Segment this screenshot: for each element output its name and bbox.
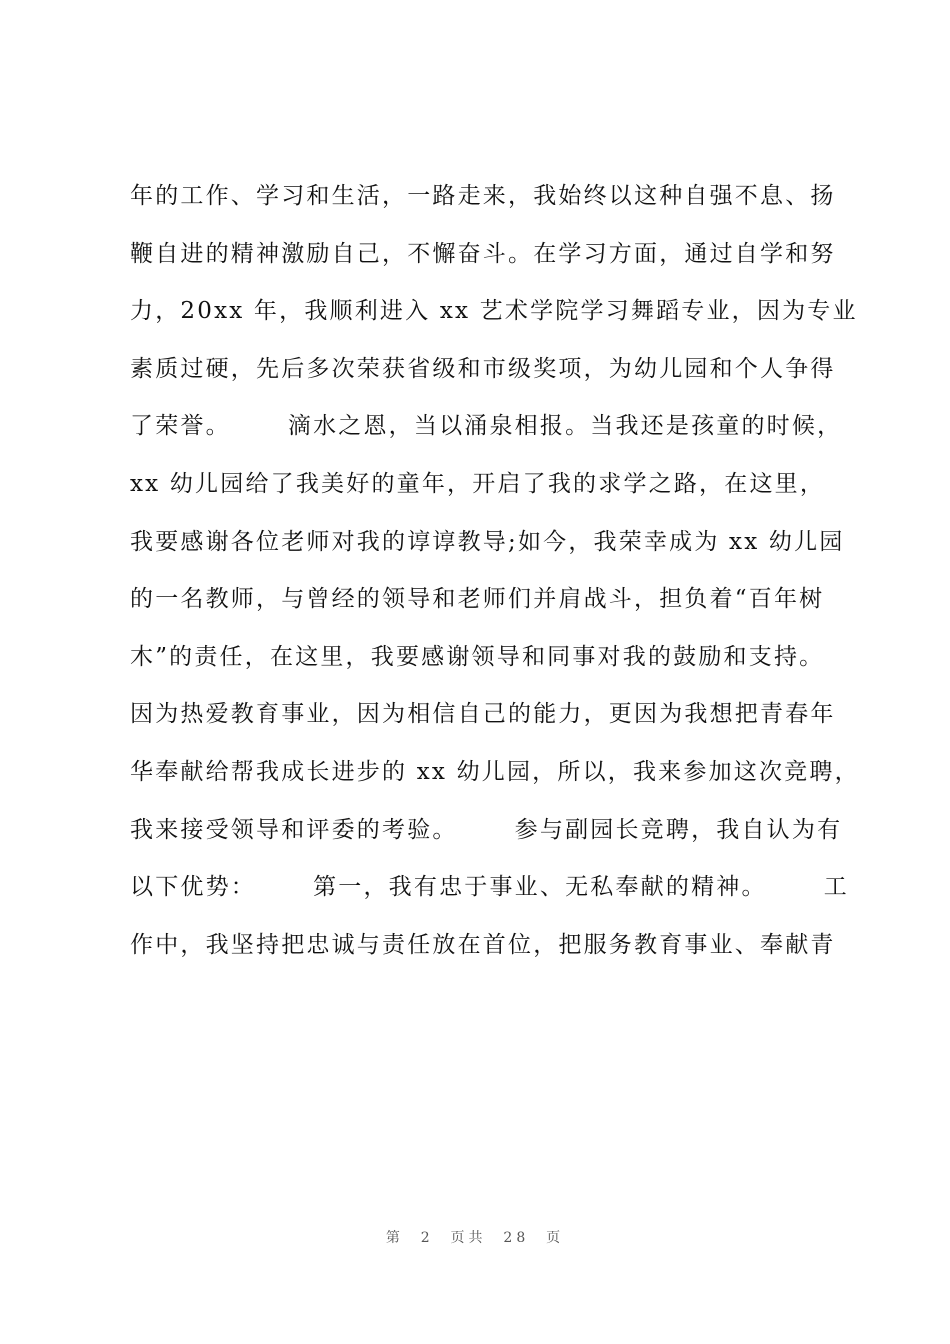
text-line-11: 华奉献给帮我成长进步的 xx 幼儿园，所以，我来参加这次竞聘， xyxy=(130,758,860,785)
text-line-8: 的一名教师，与曾经的领导和老师们并肩战斗，担负着“百年树 xyxy=(130,586,825,613)
text-line-9: 木”的责任，在这里，我要感谢领导和同事对我的鼓励和支持。 xyxy=(130,643,825,670)
text-line-14: 作中，我坚持把忠诚与责任放在首位，把服务教育事业、奉献青 xyxy=(130,931,836,958)
text-line-13: 以下优势： 第一，我有忠于事业、无私奉献的精神。 工 xyxy=(130,874,849,901)
text-line-2: 鞭自进的精神激励自己，不懈奋斗。在学习方面，通过自学和努 xyxy=(130,240,836,267)
text-line-1: 年的工作、学习和生活，一路走来，我始终以这种自强不息、扬 xyxy=(130,183,836,209)
text-line-3: 力，20xx 年，我顺利进入 xx 艺术学院学习舞蹈专业，因为专业 xyxy=(130,298,858,325)
page-number-footer: 第 2 页共 28 页 xyxy=(385,1230,565,1246)
text-line-6: xx 幼儿园给了我美好的童年，开启了我的求学之路，在这里， xyxy=(130,470,826,497)
text-line-10: 因为热爱教育事业，因为相信自己的能力，更因为我想把青春年 xyxy=(130,701,836,728)
body-text xyxy=(130,168,860,974)
text-line-7: 我要感谢各位老师对我的谆谆教导;如今，我荣幸成为 xx 幼儿园 xyxy=(130,528,845,555)
text-line-4: 素质过硬，先后多次荣获省级和市级奖项，为幼儿园和个人争得 xyxy=(130,355,836,382)
text-line-12: 我来接受领导和评委的考验。 参与副园长竞聘，我自认为有 xyxy=(130,816,843,843)
text-line-5: 了荣誉。 滴水之恩，当以涌泉相报。当我还是孩童的时候， xyxy=(130,413,843,440)
